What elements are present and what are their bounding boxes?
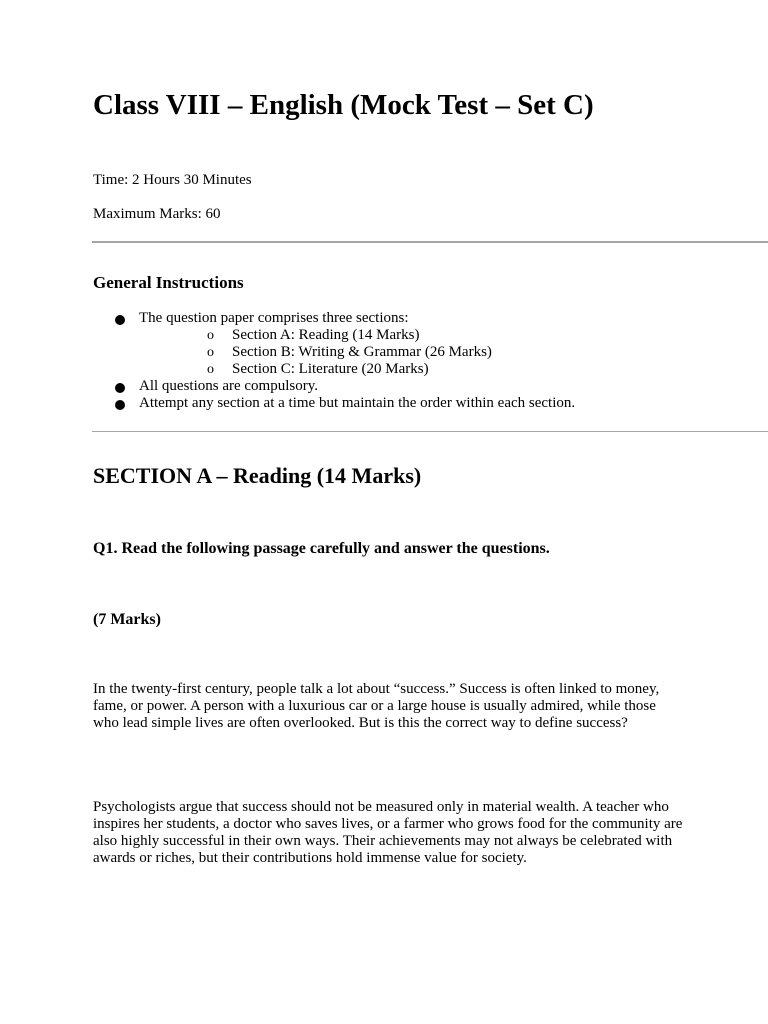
maximum-marks: Maximum Marks: 60: [93, 206, 221, 222]
time-allowed: Time: 2 Hours 30 Minutes: [93, 172, 252, 188]
sub-item-text: Section B: Writing & Grammar (26 Marks): [232, 344, 492, 360]
section-sub-item: [139, 361, 575, 378]
bullet-icon: [115, 400, 125, 410]
section-a-heading: SECTION A – Reading (14 Marks): [93, 463, 422, 488]
sub-bullet-icon: o: [207, 328, 214, 343]
divider: [92, 241, 768, 243]
passage-paragraph: In the twenty-first century, people talk a lot about “success.” Success is often linked to money, fame, or power. A person with a luxurious car or a large house is usually admired, while those who lead simple lives are often overlooked. But is this the correct way to define success?: [93, 681, 660, 731]
divider: [92, 431, 768, 432]
instruction-text: The question paper comprises three sections:: [139, 310, 409, 326]
bullet-icon: [115, 383, 125, 393]
instructions-list: [93, 310, 575, 412]
sub-bullet-icon: o: [207, 345, 214, 360]
sections-sublist: [139, 327, 575, 378]
sub-item-text: Section C: Literature (20 Marks): [232, 361, 429, 377]
passage-paragraph: Psychologists argue that success should not be measured only in material wealth. A teacher who inspires her students, a doctor who saves lives, or a farmer who grows food for the community are also highly successful in their own ways. Their achievements may not always be celebrated with awards or riches, but their contributions hold immense value for society.: [93, 799, 683, 866]
question-1: Q1. Read the following passage carefully and answer the questions.: [93, 540, 550, 557]
instruction-item: [93, 378, 575, 395]
section-sub-item: [139, 327, 575, 344]
sub-item-text: Section A: Reading (14 Marks): [232, 327, 420, 343]
question-marks: (7 Marks): [93, 611, 161, 628]
instruction-item: [93, 310, 575, 378]
instruction-text: Attempt any section at a time but maintain the order within each section.: [139, 395, 576, 411]
sub-bullet-icon: o: [207, 362, 214, 377]
instruction-text: All questions are compulsory.: [139, 378, 318, 394]
instruction-item: [93, 395, 575, 412]
instructions-heading: General Instructions: [93, 273, 244, 292]
section-sub-item: [139, 344, 575, 361]
page-title: Class VIII – English (Mock Test – Set C): [93, 89, 594, 121]
bullet-icon: [115, 315, 125, 325]
